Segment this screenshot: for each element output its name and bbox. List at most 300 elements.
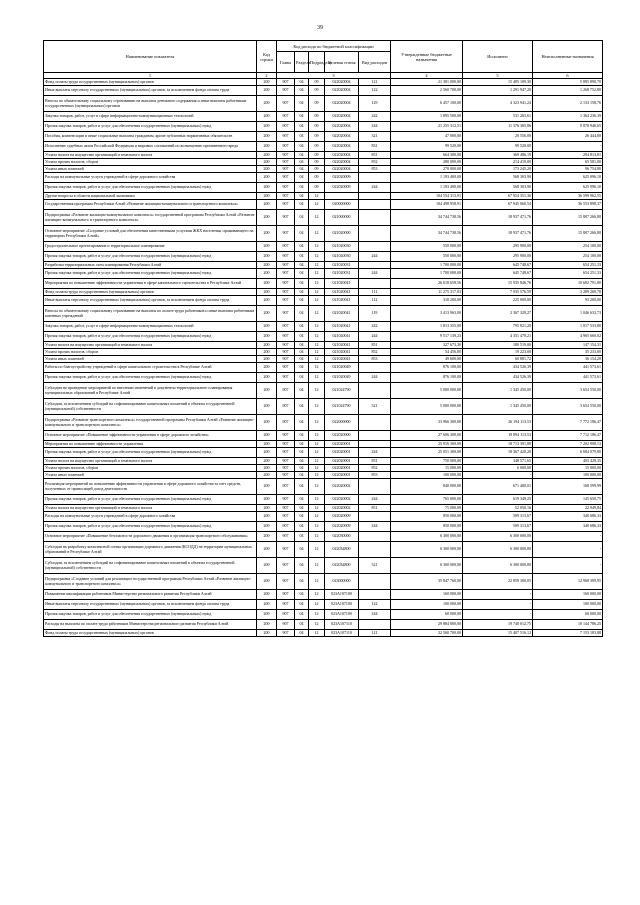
cell-section: 04 <box>295 152 309 159</box>
cell-subsection: 12 <box>309 279 325 289</box>
cell-target-article: 022020002 <box>325 495 359 505</box>
cell-expense-type: 121 <box>359 79 391 86</box>
cell-row-code: 200 <box>257 252 277 262</box>
cell-section: 04 <box>295 363 309 373</box>
cell-expense-type: 244 <box>359 252 391 262</box>
cell-ministry: 907 <box>277 600 295 610</box>
table-row <box>44 630 603 637</box>
cell-name: Уплата налога на имущество организаций и земельного налога <box>44 458 257 465</box>
cell-expense-type: 521 <box>359 399 391 415</box>
cell-name: Уплата прочих налогов, сборов <box>44 465 257 472</box>
cell-section: 04 <box>295 296 309 306</box>
cell-approved: 54 456,00 <box>391 349 463 356</box>
cell-ministry: 907 <box>277 122 295 132</box>
cell-ministry: 907 <box>277 458 295 465</box>
cell-row-code: 200 <box>257 122 277 132</box>
cell-section: 04 <box>295 112 309 122</box>
cell-approved: 25 051 300,00 <box>391 448 463 458</box>
cell-subsection: 12 <box>309 542 325 558</box>
cell-row-code: 200 <box>257 458 277 465</box>
cell-unexecuted: 340 686,33 <box>533 522 603 532</box>
cell-ministry: 907 <box>277 269 295 279</box>
cell-name: Расходы на коммунальные услуги учреждений в сфере дорожного хозяйства <box>44 512 257 522</box>
cell-section: 04 <box>295 512 309 522</box>
cell-unexecuted: 15 807 266,80 <box>533 210 603 226</box>
table-row <box>44 431 603 441</box>
table-row <box>44 122 603 132</box>
header-ministry: Главы <box>277 52 295 73</box>
table-row <box>44 262 603 269</box>
cell-executed: 52 050,16 <box>463 505 533 512</box>
cell-unexecuted: 625 096,10 <box>533 183 603 193</box>
cell-unexecuted: 6 684 079,80 <box>533 448 603 458</box>
table-row <box>44 600 603 610</box>
cell-unexecuted: 254 100,00 <box>533 242 603 252</box>
cell-section: 04 <box>295 349 309 356</box>
cell-unexecuted: 5 895 890,70 <box>533 79 603 86</box>
cell-ministry: 907 <box>277 152 295 159</box>
cell-unexecuted: 654 251,33 <box>533 269 603 279</box>
cell-subsection: 12 <box>309 363 325 373</box>
cell-unexecuted: 60 000,00 <box>533 610 603 620</box>
cell-expense-type: 121 <box>359 630 391 637</box>
cell-executed: 19 894 113,53 <box>463 431 533 441</box>
cell-name: Взносы по обязательному социальному страхованию на выплаты по оплате труда работников и иные выплаты работникам казенных учреждений <box>44 306 257 322</box>
cell-unexecuted: 10 682 791,80 <box>533 279 603 289</box>
cell-approved: 3 413 963,00 <box>391 306 463 322</box>
cell-target-article: 022020004 <box>325 152 359 159</box>
cell-row-code: 200 <box>257 495 277 505</box>
cell-row-code: 200 <box>257 152 277 159</box>
cell-expense-type <box>359 431 391 441</box>
cell-target-article: 021020041 <box>325 306 359 322</box>
cell-section: 04 <box>295 289 309 296</box>
cell-executed: 173 245,20 <box>463 166 533 173</box>
table-row <box>44 363 603 373</box>
cell-executed: - <box>463 590 533 600</box>
cell-name: Прочая закупка товаров, работ и услуг для обеспечения государственных (муниципальных) нужд <box>44 332 257 342</box>
cell-expense-type: 122 <box>359 86 391 96</box>
cell-approved: 26 618 658,56 <box>391 279 463 289</box>
cell-unexecuted: 1 268 752,80 <box>533 86 603 96</box>
cell-subsection: 12 <box>309 349 325 356</box>
cell-section: 04 <box>295 159 309 166</box>
table-row <box>44 465 603 472</box>
table-row <box>44 356 603 363</box>
header-row-code: Код строки <box>257 41 277 73</box>
cell-section: 04 <box>295 590 309 600</box>
cell-row-code: 200 <box>257 226 277 242</box>
cell-name: Расходы на выплаты по оплате труда работников Министерства регионального развития Республики Алтай <box>44 620 257 630</box>
table-row <box>44 166 603 173</box>
cell-name: Фонд оплаты труда государственных (муниципальных) органов <box>44 79 257 86</box>
cell-section: 04 <box>295 122 309 132</box>
table-row <box>44 610 603 620</box>
cell-section: 04 <box>295 193 309 200</box>
cell-subsection: 12 <box>309 383 325 399</box>
table-row <box>44 200 603 210</box>
cell-row-code: 200 <box>257 472 277 479</box>
table-row <box>44 448 603 458</box>
cell-section: 04 <box>295 166 309 173</box>
table-row <box>44 296 603 306</box>
cell-name: Повышение квалификации работников Министерства регионального развития Республики Алтай <box>44 590 257 600</box>
cell-target-article: 021020041 <box>325 296 359 306</box>
cell-subsection: 12 <box>309 226 325 242</box>
cell-name: Прочая закупка товаров, работ и услуг для обеспечения государственных (муниципальных) нужд <box>44 373 257 383</box>
cell-ministry: 907 <box>277 558 295 574</box>
cell-name: Прочая закупка товаров, работ и услуг для обеспечения государственных (муниципальных) нужд <box>44 495 257 505</box>
cell-expense-type: 244 <box>359 332 391 342</box>
cell-row-code: 200 <box>257 173 277 183</box>
cell-row-code: 200 <box>257 415 277 431</box>
cell-unexecuted: 36 154,28 <box>533 356 603 363</box>
cell-approved: 550 000,00 <box>391 252 463 262</box>
cell-name: Другие вопросы в области национальной экономики <box>44 193 257 200</box>
cell-approved: 100 000,00 <box>391 600 463 610</box>
cell-target-article: 022020009 <box>325 512 359 522</box>
cell-executed: - <box>463 600 533 610</box>
cell-ministry: 907 <box>277 479 295 495</box>
cell-unexecuted: 147 154,31 <box>533 342 603 349</box>
cell-name: Субсидии, за исключением субсидий на софинансирование капитальных вложений в объекты государственной (муниципальной) собственности <box>44 399 257 415</box>
cell-expense-type: 244 <box>359 373 391 383</box>
cell-expense-type <box>359 242 391 252</box>
cell-approved: 100 000,00 <box>391 472 463 479</box>
cell-name: Прочая закупка товаров, работ и услуг для обеспечения государственных (муниципальных) нужд <box>44 522 257 532</box>
cell-executed: 225 000,00 <box>463 296 533 306</box>
header-expense-type: Вид расходов <box>359 52 391 73</box>
cell-row-code: 200 <box>257 193 277 200</box>
cell-executed: 434 526,39 <box>463 363 533 373</box>
cell-executed: 795 821,20 <box>463 322 533 332</box>
cell-name: Уплата прочих налогов, сборов <box>44 159 257 166</box>
cell-name: Расходы на коммунальные услуги учреждений в сфере дорожного хозяйства <box>44 173 257 183</box>
cell-approved: 75 000,00 <box>391 505 463 512</box>
cell-subsection: 12 <box>309 505 325 512</box>
cell-row-code: 200 <box>257 279 277 289</box>
cell-row-code: 200 <box>257 332 277 342</box>
cell-unexecuted: 254 100,00 <box>533 252 603 262</box>
cell-subsection: 12 <box>309 242 325 252</box>
cell-ministry: 907 <box>277 431 295 441</box>
cell-approved: 6 300 000,00 <box>391 558 463 574</box>
cell-target-article: 021020031 <box>325 262 359 269</box>
table-row <box>44 159 603 166</box>
cell-name: Основное мероприятие «Создание условий для обеспечения качественными услугами ЖКХ населения, проживающего на территории Республики Алтай» <box>44 226 257 242</box>
cell-executed: 509 313,67 <box>463 512 533 522</box>
cell-subsection: 09 <box>309 112 325 122</box>
cell-executed: 4 323 941,24 <box>463 96 533 112</box>
cell-target-article: 021020030 <box>325 252 359 262</box>
cell-target-article: 021020049 <box>325 363 359 373</box>
cell-row-code: 200 <box>257 465 277 472</box>
cell-subsection: 12 <box>309 532 325 542</box>
cell-unexecuted: 15 807 266,80 <box>533 226 603 242</box>
cell-approved: 60 000,00 <box>391 610 463 620</box>
cell-row-code: 200 <box>257 322 277 332</box>
cell-subsection: 12 <box>309 193 325 200</box>
cell-unexecuted: 7 202 908,13 <box>533 441 603 448</box>
cell-name: Субсидии, за исключением субсидий на софинансирование капитальных вложений в объекты государственной (муниципальной) собственности <box>44 558 257 574</box>
cell-ministry: 907 <box>277 322 295 332</box>
cell-executed: 6 300 000,00 <box>463 532 533 542</box>
cell-executed: 2 367 329,27 <box>463 306 533 322</box>
cell-section: 04 <box>295 522 309 532</box>
cell-target-article: 023А107100 <box>325 590 359 600</box>
cell-target-article: 021020041 <box>325 279 359 289</box>
cell-executed: 1 291 947,20 <box>463 86 533 96</box>
cell-target-article: 021024790 <box>325 383 359 399</box>
cell-subsection: 12 <box>309 289 325 296</box>
cell-ministry: 907 <box>277 532 295 542</box>
cell-row-code: 200 <box>257 600 277 610</box>
cell-section: 04 <box>295 86 309 96</box>
cell-unexecuted: 1 364 236,39 <box>533 112 603 122</box>
cell-ministry: 907 <box>277 296 295 306</box>
cell-row-code: 200 <box>257 289 277 296</box>
cell-executed: 15 935 846,76 <box>463 279 533 289</box>
cell-ministry: 907 <box>277 96 295 112</box>
cell-section: 04 <box>295 574 309 590</box>
cell-ministry: 907 <box>277 383 295 399</box>
cell-row-code: 200 <box>257 431 277 441</box>
cell-approved: 33 966 300,00 <box>391 415 463 431</box>
cell-unexecuted: - <box>533 532 603 542</box>
cell-name: Закупка товаров, работ, услуг в сфере информационно-коммуникационных технологий <box>44 322 257 332</box>
cell-approved: 850 000,00 <box>391 512 463 522</box>
cell-executed: 1 345 450,00 <box>463 399 533 415</box>
cell-expense-type <box>359 200 391 210</box>
cell-approved: 1 700 000,00 <box>391 269 463 279</box>
cell-section: 04 <box>295 505 309 512</box>
table-row <box>44 242 603 252</box>
cell-approved: 6 300 000,00 <box>391 532 463 542</box>
cell-expense-type: 851 <box>359 505 391 512</box>
table-row <box>44 210 603 226</box>
cell-approved: 550 000,00 <box>391 242 463 252</box>
cell-approved: 280 000,00 <box>391 159 463 166</box>
cell-row-code: 200 <box>257 620 277 630</box>
cell-target-article: 022020002 <box>325 505 359 512</box>
cell-section: 04 <box>295 542 309 558</box>
cell-executed: 180 519,00 <box>463 342 533 349</box>
cell-target-article: 022020004 <box>325 142 359 152</box>
cell-row-code: 200 <box>257 306 277 322</box>
cell-name: Работы по благоустройству учреждений в сфере капитального строительства в Республике Алтай <box>44 363 257 373</box>
cell-approved: 318 200,00 <box>391 296 463 306</box>
cell-target-article: 022020001 <box>325 448 359 458</box>
cell-section: 04 <box>295 399 309 415</box>
cell-executed: 15 407 516,12 <box>463 630 533 637</box>
cell-expense-type <box>359 620 391 630</box>
cell-unexecuted: 2 133 158,76 <box>533 96 603 112</box>
cell-executed: 26 194 113,53 <box>463 415 533 431</box>
cell-section: 04 <box>295 262 309 269</box>
cell-unexecuted: 160 000,00 <box>533 590 603 600</box>
cell-unexecuted: - <box>533 142 603 152</box>
cell-section: 04 <box>295 458 309 465</box>
cell-ministry: 907 <box>277 79 295 86</box>
cell-expense-type <box>359 363 391 373</box>
cell-subsection: 12 <box>309 512 325 522</box>
cell-subsection: 12 <box>309 342 325 349</box>
cell-subsection: 09 <box>309 79 325 86</box>
cell-expense-type: 851 <box>359 152 391 159</box>
cell-unexecuted: 340 686,33 <box>533 512 603 522</box>
cell-name: Уплата налога на имущество организаций и земельного налога <box>44 152 257 159</box>
cell-row-code: 200 <box>257 142 277 152</box>
cell-approved: 9 517 139,23 <box>391 332 463 342</box>
cell-subsection: 12 <box>309 399 325 415</box>
cell-unexecuted: 65 581,00 <box>533 159 603 166</box>
cell-target-article: 021020031 <box>325 269 359 279</box>
cell-subsection: 09 <box>309 183 325 193</box>
cell-target-article: 020000000 <box>325 200 359 210</box>
cell-target-article: 022020004 <box>325 112 359 122</box>
cell-approved: 1 193 400,00 <box>391 173 463 183</box>
cell-approved: 327 673,30 <box>391 342 463 349</box>
cell-expense-type <box>359 173 391 183</box>
cell-expense-type: 244 <box>359 610 391 620</box>
cell-approved: 11 275 317,03 <box>391 289 463 296</box>
cell-name: Подпрограмма «Развитие жилищно-коммунального комплекса» государственной программы Республики Алтай «Развитие жилищно-коммунального и транспортного комплекса» <box>44 210 257 226</box>
cell-ministry: 907 <box>277 306 295 322</box>
cell-executed: - <box>463 472 533 479</box>
cell-row-code: 200 <box>257 590 277 600</box>
cell-executed: 1 345 450,00 <box>463 383 533 399</box>
table-row <box>44 558 603 574</box>
cell-executed: 18 367 420,20 <box>463 448 533 458</box>
cell-expense-type <box>359 441 391 448</box>
cell-row-code: 200 <box>257 210 277 226</box>
table-row <box>44 399 603 415</box>
cell-expense-type: 853 <box>359 166 391 173</box>
cell-executed: 6 000,00 <box>463 465 533 472</box>
cell-expense-type <box>359 210 391 226</box>
cell-ministry: 907 <box>277 252 295 262</box>
cell-ministry: 907 <box>277 441 295 448</box>
table-row <box>44 479 603 495</box>
cell-unexecuted: 100 000,00 <box>533 600 603 610</box>
cell-approved: 21 381 000,00 <box>391 79 463 86</box>
cell-section: 04 <box>295 431 309 441</box>
cell-subsection: 09 <box>309 96 325 112</box>
cell-target-article: 023А107100 <box>325 600 359 610</box>
header-num: 4 <box>391 73 463 79</box>
cell-subsection: 12 <box>309 322 325 332</box>
cell-row-code: 200 <box>257 363 277 373</box>
cell-approved: 27 606 300,00 <box>391 431 463 441</box>
cell-subsection: 12 <box>309 472 325 479</box>
cell-target-article: 022000000 <box>325 415 359 431</box>
header-executed: Исполнено <box>463 41 533 73</box>
table-row <box>44 269 603 279</box>
cell-row-code: 200 <box>257 200 277 210</box>
cell-row-code: 200 <box>257 630 277 637</box>
table-row <box>44 132 603 142</box>
cell-executed: 619 349,25 <box>463 495 533 505</box>
cell-subsection: 12 <box>309 479 325 495</box>
cell-target-article: 022034800 <box>325 558 359 574</box>
cell-subsection: 09 <box>309 152 325 159</box>
cell-executed: 434 526,39 <box>463 373 533 383</box>
cell-executed: 214 419,00 <box>463 159 533 166</box>
cell-ministry: 907 <box>277 620 295 630</box>
cell-ministry: 907 <box>277 465 295 472</box>
cell-unexecuted: 4 965 660,02 <box>533 332 603 342</box>
cell-approved: 6 457 100,00 <box>391 96 463 112</box>
table-row <box>44 349 603 356</box>
cell-target-article: 022020004 <box>325 86 359 96</box>
table-row <box>44 279 603 289</box>
cell-target-article: 022020000 <box>325 431 359 441</box>
cell-approved: 1 895 500,00 <box>391 112 463 122</box>
cell-row-code: 200 <box>257 441 277 448</box>
cell-executed: 18 713 391,88 <box>463 441 533 448</box>
cell-expense-type: 242 <box>359 322 391 332</box>
cell-unexecuted: 22 949,84 <box>533 505 603 512</box>
cell-row-code: 200 <box>257 349 277 356</box>
cell-subsection: 09 <box>309 173 325 183</box>
cell-subsection: 12 <box>309 574 325 590</box>
cell-name: Закупка товаров, работ, услуг в сфере информационно-коммуникационных технологий <box>44 112 257 122</box>
cell-name: Уплата налога на имущество организаций и земельного налога <box>44 505 257 512</box>
cell-name: Субсидии на проведение мероприятий по внесению изменений в документы территориального планирования муниципальных образований в Республике Алтай <box>44 383 257 399</box>
cell-executed: 11 376 365,86 <box>463 122 533 132</box>
cell-expense-type: 853 <box>359 472 391 479</box>
cell-section: 04 <box>295 183 309 193</box>
cell-target-article: 022020004 <box>325 132 359 142</box>
cell-ministry: 907 <box>277 495 295 505</box>
cell-subsection: 12 <box>309 373 325 383</box>
cell-section: 04 <box>295 356 309 363</box>
cell-row-code: 200 <box>257 448 277 458</box>
cell-ministry: 907 <box>277 262 295 269</box>
cell-approved: 49 600,00 <box>391 356 463 363</box>
cell-unexecuted: 7 153 183,88 <box>533 630 603 637</box>
cell-row-code: 200 <box>257 262 277 269</box>
cell-approved: 270 000,00 <box>391 166 463 173</box>
cell-subsection: 09 <box>309 142 325 152</box>
cell-expense-type: 129 <box>359 96 391 112</box>
cell-approved: 850 000,00 <box>391 522 463 532</box>
cell-target-article: 022020004 <box>325 166 359 173</box>
table-row <box>44 512 603 522</box>
table-row <box>44 173 603 183</box>
cell-approved: 34 744 738,56 <box>391 226 463 242</box>
cell-approved: 21 255 312,51 <box>391 122 463 132</box>
cell-unexecuted: 100 000,00 <box>533 472 603 479</box>
cell-expense-type: 242 <box>359 112 391 122</box>
table-row <box>44 574 603 590</box>
cell-expense-type: 122 <box>359 600 391 610</box>
cell-section: 04 <box>295 620 309 630</box>
table-row <box>44 505 603 512</box>
cell-ministry: 907 <box>277 183 295 193</box>
cell-subsection: 12 <box>309 210 325 226</box>
cell-executed: 19 223,00 <box>463 349 533 356</box>
cell-name: Уплата иных платежей <box>44 166 257 173</box>
cell-row-code: 200 <box>257 558 277 574</box>
cell-ministry: 907 <box>277 610 295 620</box>
cell-subsection: 12 <box>309 610 325 620</box>
cell-ministry: 907 <box>277 472 295 479</box>
cell-executed: 67 945 060,54 <box>463 200 533 210</box>
table-row <box>44 79 603 86</box>
cell-ministry: 907 <box>277 242 295 252</box>
cell-ministry: 907 <box>277 86 295 96</box>
